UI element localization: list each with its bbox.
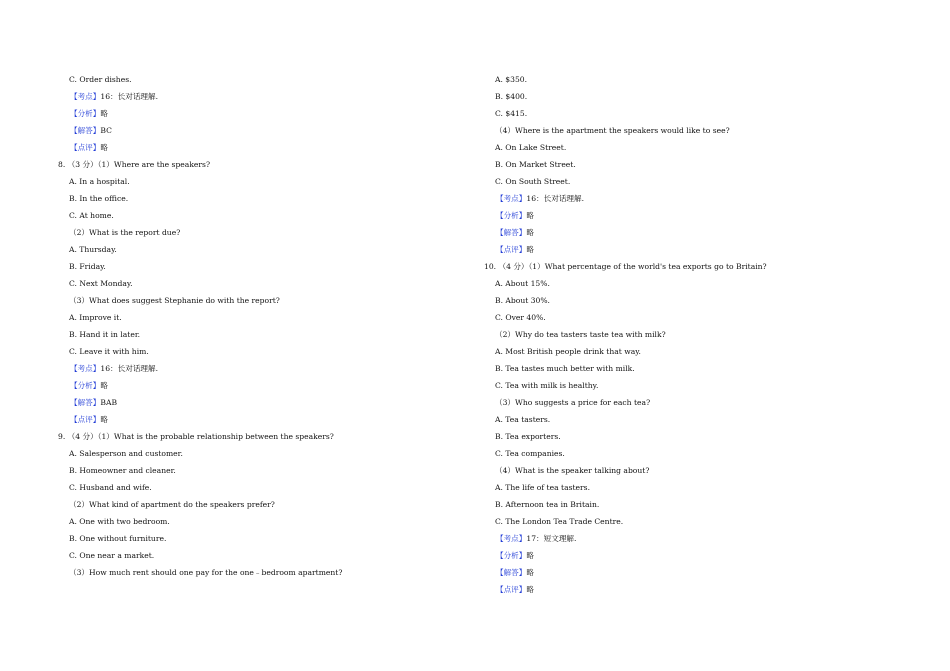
line-text: 略 (526, 551, 534, 560)
answer-option (484, 428, 914, 445)
line-text: 10. （4 分）（1）What percentage of the world's tea exports go to Britain? (484, 262, 767, 271)
right-column (484, 71, 914, 598)
answer-option (58, 241, 488, 258)
analysis-line (484, 207, 914, 224)
line-text: （2）Why do tea tasters taste tea with milk? (495, 330, 666, 339)
answer-option (58, 326, 488, 343)
analysis-tag-label: 【考点】 (496, 194, 527, 203)
analysis-line (58, 411, 488, 428)
answer-option (484, 496, 914, 513)
answer-option (484, 275, 914, 292)
sub-question (484, 122, 914, 139)
line-text: C. The London Tea Trade Centre. (495, 517, 624, 526)
line-text: A. Most British people drink that way. (495, 347, 641, 356)
analysis-line (58, 105, 488, 122)
line-text: 略 (100, 143, 108, 152)
line-text: C. On South Street. (495, 177, 571, 186)
answer-option (58, 71, 488, 88)
line-text: B. On Market Street. (495, 160, 576, 169)
answer-option (484, 360, 914, 377)
analysis-line (58, 139, 488, 156)
line-text: B. $400. (495, 92, 528, 101)
left-column (58, 71, 488, 581)
sub-question (58, 224, 488, 241)
answer-option (58, 547, 488, 564)
line-text: B. About 30%. (495, 296, 550, 305)
line-text: B. Tea exporters. (495, 432, 561, 441)
line-text: （2）What is the report due? (69, 228, 181, 237)
line-text: C. Next Monday. (69, 279, 133, 288)
line-text: 略 (100, 381, 108, 390)
line-text: BAB (100, 398, 118, 407)
line-text: A. In a hospital. (69, 177, 130, 186)
line-text: B. Homeowner and cleaner. (69, 466, 176, 475)
analysis-tag-label: 【点评】 (70, 415, 101, 424)
line-text: 略 (526, 211, 534, 220)
line-text: 略 (526, 228, 534, 237)
line-text: （3）How much rent should one pay for the one﹣bedroom apartment? (69, 568, 343, 577)
analysis-line (58, 360, 488, 377)
analysis-line (484, 581, 914, 598)
answer-option (58, 462, 488, 479)
line-text: A. $350. (495, 75, 528, 84)
line-text: C. Order dishes. (69, 75, 132, 84)
answer-option (58, 343, 488, 360)
analysis-tag-label: 【解答】 (70, 126, 101, 135)
answer-option (58, 513, 488, 530)
analysis-tag-label: 【点评】 (496, 245, 527, 254)
line-text: （3）Who suggests a price for each tea? (495, 398, 651, 407)
analysis-tag-label: 【解答】 (496, 568, 527, 577)
answer-option (484, 411, 914, 428)
sub-question (484, 326, 914, 343)
analysis-tag-label: 【点评】 (496, 585, 527, 594)
analysis-tag-label: 【考点】 (70, 364, 101, 373)
sub-question (484, 394, 914, 411)
answer-option (484, 513, 914, 530)
line-text: B. Afternoon tea in Britain. (495, 500, 600, 509)
answer-option (484, 309, 914, 326)
line-text: C. Over 40%. (495, 313, 546, 322)
analysis-line (484, 224, 914, 241)
line-text: C. Tea companies. (495, 449, 565, 458)
analysis-line (484, 241, 914, 258)
analysis-tag-label: 【点评】 (70, 143, 101, 152)
answer-option (484, 156, 914, 173)
answer-option (484, 292, 914, 309)
line-text: 略 (526, 568, 534, 577)
line-text: A. Salesperson and customer. (69, 449, 183, 458)
analysis-tag-label: 【考点】 (70, 92, 101, 101)
analysis-tag-label: 【解答】 (496, 228, 527, 237)
line-text: 17：短文理解. (526, 534, 577, 543)
question-heading (58, 428, 488, 445)
answer-option (58, 479, 488, 496)
analysis-line (58, 88, 488, 105)
answer-option (484, 445, 914, 462)
line-text: B. In the office. (69, 194, 129, 203)
answer-option (58, 309, 488, 326)
analysis-line (58, 394, 488, 411)
analysis-tag-label: 【考点】 (496, 534, 527, 543)
line-text: （3）What does suggest Stephanie do with the report? (69, 296, 280, 305)
line-text: （2）What kind of apartment do the speakers prefer? (69, 500, 275, 509)
line-text: BC (100, 126, 112, 135)
line-text: A. One with two bedroom. (69, 517, 170, 526)
line-text: 9. （4 分）（1）What is the probable relationship between the speakers? (58, 432, 334, 441)
line-text: C. Leave it with him. (69, 347, 149, 356)
analysis-line (484, 530, 914, 547)
line-text: 略 (100, 415, 108, 424)
analysis-tag-label: 【分析】 (496, 211, 527, 220)
line-text: C. One near a market. (69, 551, 155, 560)
sub-question (484, 462, 914, 479)
question-heading (484, 258, 914, 275)
line-text: B. Hand it in later. (69, 330, 141, 339)
answer-option (58, 190, 488, 207)
line-text: A. On Lake Street. (495, 143, 567, 152)
analysis-line (484, 547, 914, 564)
line-text: A. Thursday. (69, 245, 117, 254)
answer-option (484, 105, 914, 122)
line-text: B. Friday. (69, 262, 106, 271)
analysis-tag-label: 【分析】 (70, 109, 101, 118)
line-text: A. About 15%. (495, 279, 550, 288)
line-text: 略 (526, 245, 534, 254)
answer-option (58, 258, 488, 275)
line-text: 16：长对话理解. (526, 194, 585, 203)
line-text: 8. （3 分）（1）Where are the speakers? (58, 160, 211, 169)
line-text: C. Tea with milk is healthy. (495, 381, 599, 390)
line-text: C. At home. (69, 211, 114, 220)
sub-question (58, 496, 488, 513)
answer-option (484, 71, 914, 88)
line-text: A. Improve it. (69, 313, 122, 322)
line-text: C. $415. (495, 109, 528, 118)
line-text: 16：长对话理解. (100, 364, 159, 373)
answer-option (58, 275, 488, 292)
line-text: A. The life of tea tasters. (495, 483, 590, 492)
answer-option (484, 139, 914, 156)
answer-option (484, 479, 914, 496)
analysis-tag-label: 【分析】 (70, 381, 101, 390)
analysis-line (484, 564, 914, 581)
analysis-tag-label: 【解答】 (70, 398, 101, 407)
sub-question (58, 564, 488, 581)
line-text: B. Tea tastes much better with milk. (495, 364, 635, 373)
question-heading (58, 156, 488, 173)
line-text: 16：长对话理解. (100, 92, 159, 101)
line-text: （4）What is the speaker talking about? (495, 466, 650, 475)
answer-option (58, 173, 488, 190)
line-text: A. Tea tasters. (495, 415, 551, 424)
line-text: 略 (526, 585, 534, 594)
line-text: B. One without furniture. (69, 534, 167, 543)
answer-option (484, 88, 914, 105)
answer-option (58, 530, 488, 547)
sub-question (58, 292, 488, 309)
line-text: C. Husband and wife. (69, 483, 152, 492)
answer-option (484, 343, 914, 360)
answer-option (58, 445, 488, 462)
answer-option (58, 207, 488, 224)
analysis-line (58, 122, 488, 139)
analysis-line (484, 190, 914, 207)
line-text: （4）Where is the apartment the speakers would like to see? (495, 126, 730, 135)
answer-option (484, 377, 914, 394)
analysis-tag-label: 【分析】 (496, 551, 527, 560)
line-text: 略 (100, 109, 108, 118)
analysis-line (58, 377, 488, 394)
answer-option (484, 173, 914, 190)
